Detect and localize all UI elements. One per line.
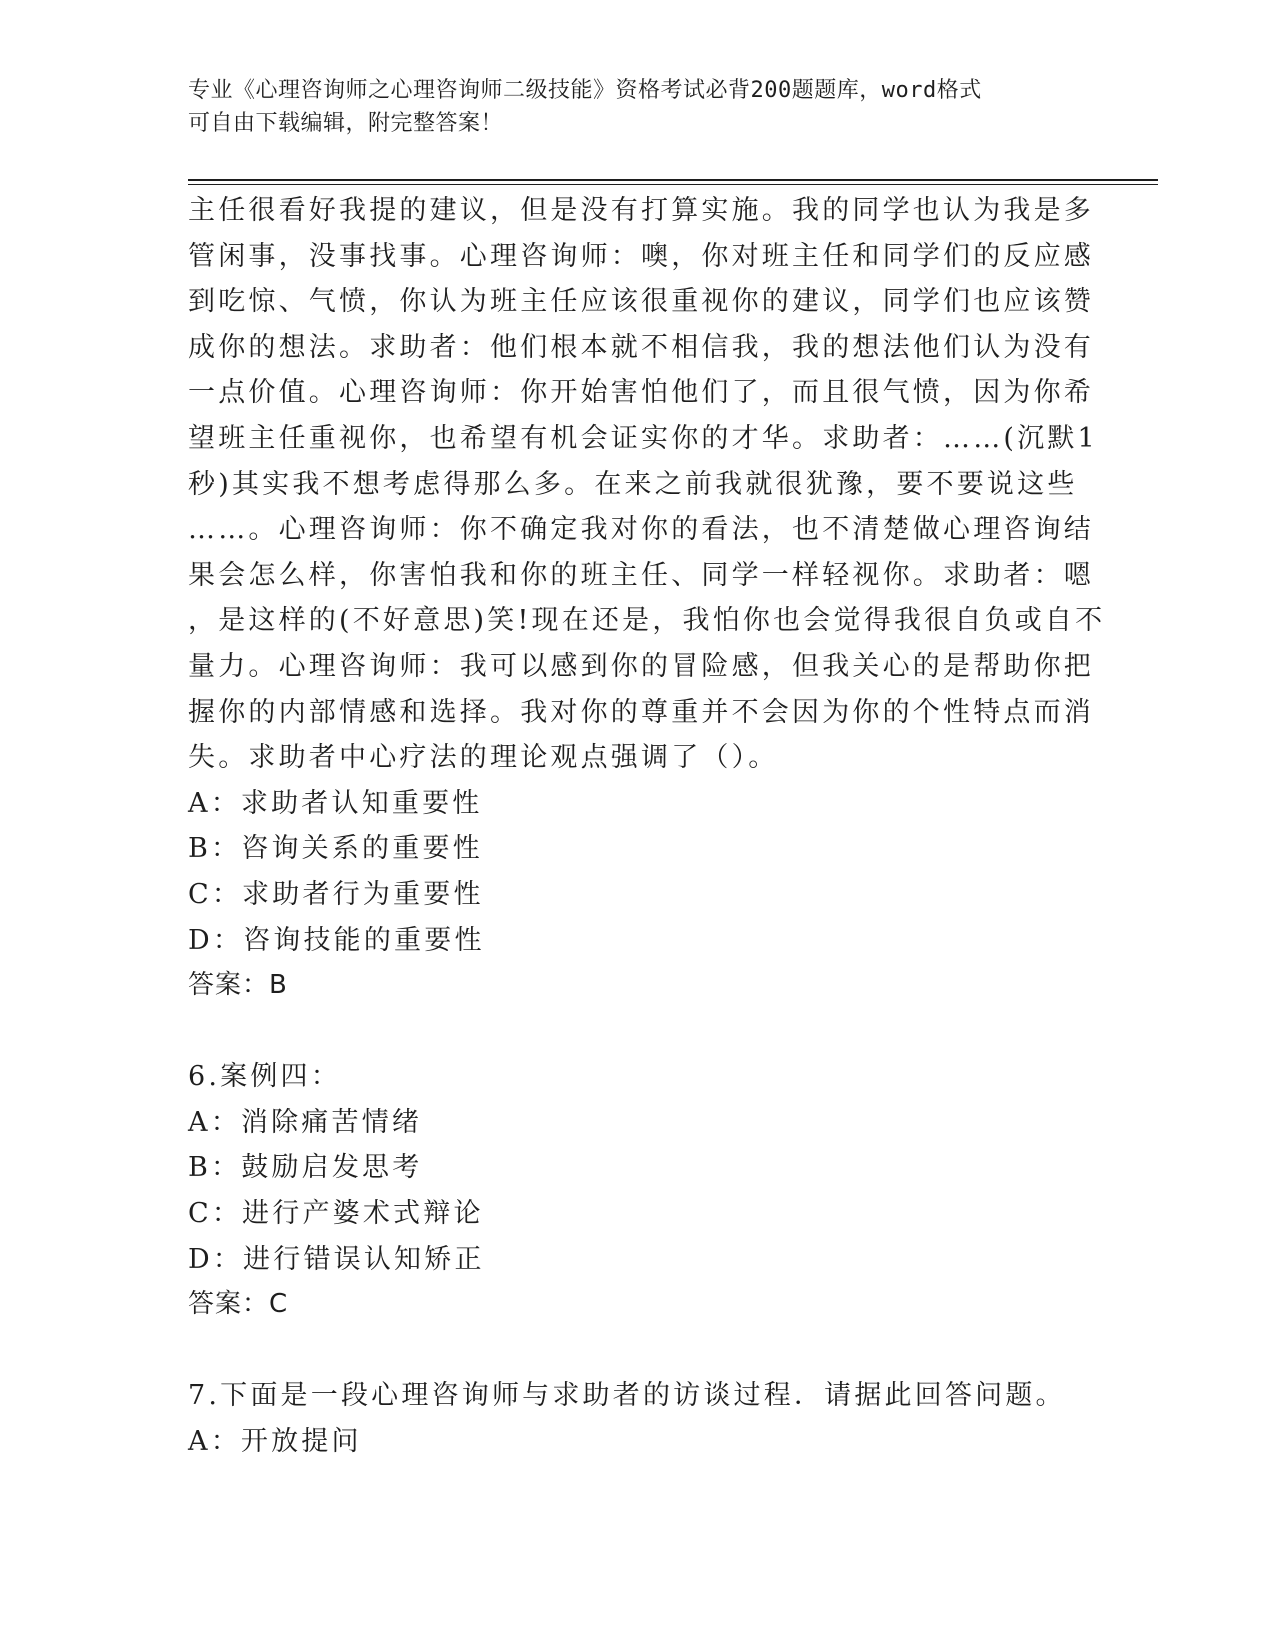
stem-line: ……。心理咨询师：你不确定我对你的看法，也不清楚做心理咨询结	[188, 514, 1094, 546]
question-7-stem: 7.下面是一段心理咨询师与求助者的访谈过程．请据此回答问题。	[188, 1380, 1066, 1412]
stem-line: 握你的内部情感和选择。我对你的尊重并不会因为你的个性特点而消	[188, 696, 1094, 728]
question-6-option-a: A：消除痛苦情绪	[188, 1106, 423, 1138]
question-5-option-c: C：求助者行为重要性	[188, 878, 484, 910]
stem-line: 果会怎么样，你害怕我和你的班主任、同学一样轻视你。求助者：嗯	[188, 559, 1094, 591]
stem-line: 秒)其实我不想考虑得那么多。在来之前我就很犹豫，要不要说这些	[188, 468, 1078, 500]
header-divider-thick	[188, 179, 1158, 181]
stem-line: 到吃惊、气愤，你认为班主任应该很重视你的建议，同学们也应该赞	[188, 286, 1094, 318]
stem-line: 主任很看好我提的建议，但是没有打算实施。我的同学也认为我是多	[188, 195, 1094, 226]
header-divider-thin	[188, 184, 1158, 185]
question-5-answer: 答案：B	[188, 970, 288, 1001]
question-5-option-d: D：咨询技能的重要性	[188, 924, 485, 956]
stem-line: 望班主任重视你，也希望有机会证实你的才华。求助者：……(沉默1	[188, 422, 1098, 454]
question-6-option-c: C：进行产婆术式辩论	[188, 1198, 484, 1230]
question-5-stem	[188, 188, 1106, 781]
spacer	[188, 1328, 1088, 1374]
document-body	[188, 188, 1106, 1465]
spacer	[188, 1009, 1088, 1055]
header-title-line-1: 专业《心理咨询师之心理咨询师二级技能》资格考试必背200题题库，word格式	[188, 78, 982, 103]
question-5-option-a: A：求助者认知重要性	[188, 787, 483, 819]
stem-line: 失。求助者中心疗法的理论观点强调了（）。	[188, 742, 779, 774]
stem-line: 一点价值。心理咨询师：你开始害怕他们了，而且很气愤，因为你希	[188, 377, 1094, 409]
question-6-option-d: D：进行错误认知矫正	[188, 1243, 485, 1275]
stem-line: ，是这样的(不好意思)笑!现在还是，我怕你也会觉得我很自负或自不	[188, 605, 1106, 637]
stem-line: 成你的想法。求助者：他们根本就不相信我，我的想法他们认为没有	[188, 331, 1094, 363]
question-6-option-b: B：鼓励启发思考	[188, 1152, 423, 1184]
document-header	[188, 74, 1088, 140]
question-6-answer: 答案：C	[188, 1289, 289, 1320]
stem-line: 量力。心理咨询师：我可以感到你的冒险感，但我关心的是帮助你把	[188, 650, 1094, 682]
question-5	[188, 188, 1106, 1009]
question-5-option-b: B：咨询关系的重要性	[188, 833, 483, 865]
question-6-stem: 6.案例四：	[188, 1061, 341, 1093]
question-6	[188, 1054, 1088, 1328]
question-7	[188, 1373, 1088, 1464]
stem-line: 管闲事，没事找事。心理咨询师：噢，你对班主任和同学们的反应感	[188, 240, 1094, 272]
question-7-option-a: A：开放提问	[188, 1426, 362, 1458]
header-title-line-2: 可自由下载编辑，附完整答案！	[188, 111, 504, 136]
